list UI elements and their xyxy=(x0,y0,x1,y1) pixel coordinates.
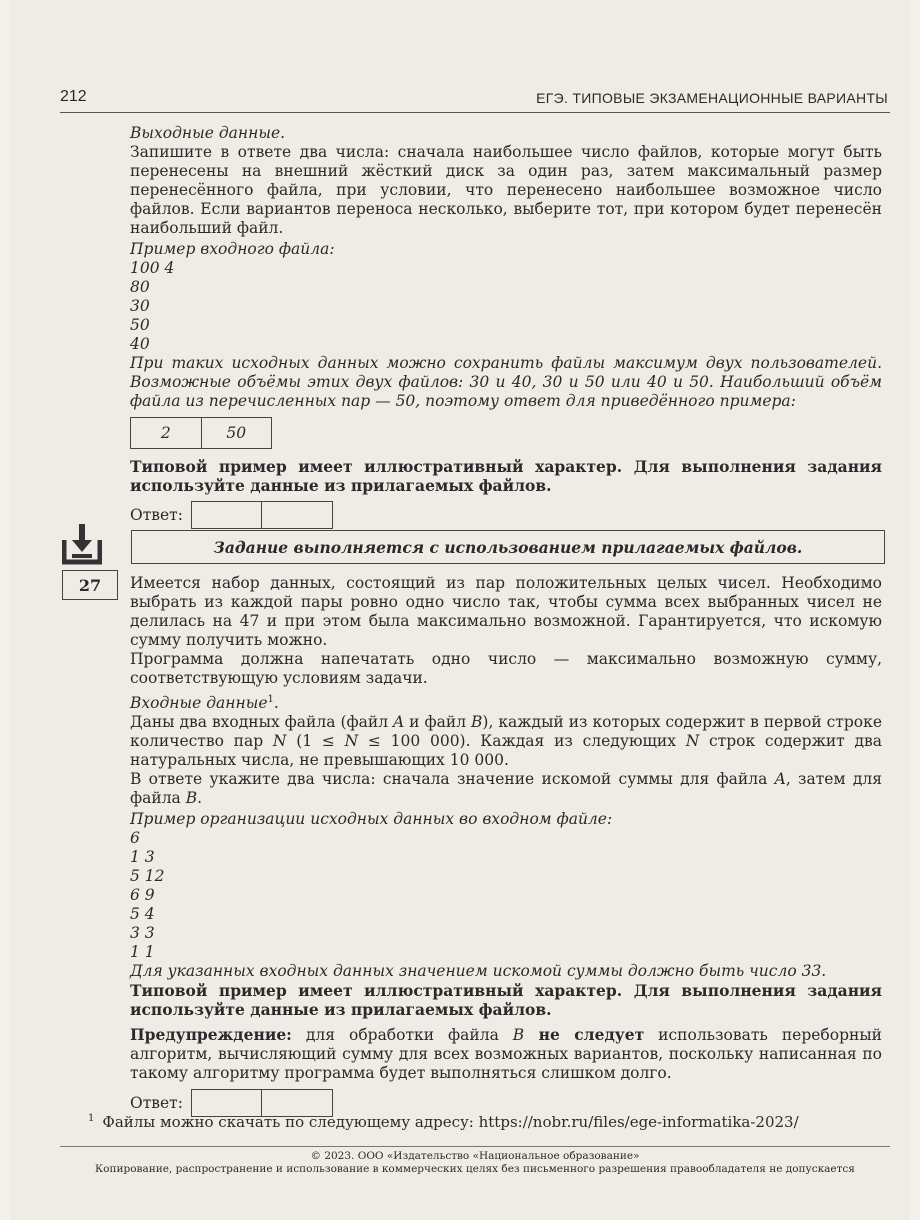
footnote-mark: 1 xyxy=(88,1113,95,1124)
example-line: 40 xyxy=(130,335,150,353)
answer-label: Ответ: xyxy=(130,1093,183,1112)
example-explanation: При таких исходных данных можно сохранить файлы максимум двух пользователей. Возможные объёмы этих двух файлов: 30 и 40, 30 и 50 или 40 и 50. Наибольший объём файла из перечисленных пар — 50, поэтому ответ для приведённого примера: xyxy=(130,354,882,410)
task-number: 27 xyxy=(62,570,118,600)
footnote xyxy=(88,1113,799,1131)
example-line: 100 4 xyxy=(130,259,175,277)
example-result: Для указанных входных данных значением искомой суммы должно быть число 33. xyxy=(130,962,827,981)
example-answer-cell: 50 xyxy=(201,418,272,448)
answer-instructions: В ответе укажите два числа: сначала значение искомой суммы для файла A, затем для файла B. xyxy=(130,770,882,808)
example-line: 50 xyxy=(130,316,150,334)
example-answer-table xyxy=(130,417,272,449)
input-heading-line: Входные данные$^1$. xyxy=(130,694,279,713)
running-title: ЕГЭ. ТИПОВЫЕ ЭКЗАМЕНАЦИОННЫЕ ВАРИАНТЫ xyxy=(536,90,888,106)
warning: Предупреждение: для обработки файла B не следует использовать переборный алгоритм, вычисляющий сумму для всех возможных вариантов, поскольку написанная по такому алгоритму программа будет выполняться слишком долго. xyxy=(130,1025,883,1083)
illustrative-note: Типовой пример имеет иллюстративный характер. Для выполнения задания используйте данные из прилагаемых файлов. xyxy=(130,457,882,495)
example-line: 1 1 xyxy=(130,943,155,962)
illustrative-note: Типовой пример имеет иллюстративный характер. Для выполнения задания используйте данные из прилагаемых файлов. xyxy=(130,981,882,1020)
copyright-line: Копирование, распространение и использование в коммерческих целях без письменного разрешения правообладателя не допускается xyxy=(95,1163,855,1175)
example-input xyxy=(130,829,882,962)
example-input xyxy=(130,259,882,354)
example-line: 80 xyxy=(130,278,150,296)
attached-files-banner: Задание выполняется с использованием прилагаемых файлов. xyxy=(131,530,885,564)
footer-rule xyxy=(60,1146,890,1147)
input-text: Даны два входных файла (файл A и файл B), каждый из которых содержит в первой строке количество пар N (1 ≤ N ≤ 100 000). Каждая из следующих N строк содержит два натуральных числа, не превышающих 10 000. xyxy=(130,713,882,770)
example-line: 5 12 xyxy=(130,867,165,886)
example-heading: Пример входного файла: xyxy=(130,240,335,258)
download-file-icon xyxy=(62,522,102,566)
header-rule xyxy=(60,112,890,113)
example-line: 30 xyxy=(130,297,150,315)
example-answer-cell: 2 xyxy=(160,423,171,442)
footnote-ref: 1 xyxy=(267,694,274,705)
example-line: 3 3 xyxy=(130,924,155,943)
page-number: 212 xyxy=(60,88,87,105)
copyright xyxy=(60,1150,890,1176)
task26-block xyxy=(130,124,882,529)
output-heading: Выходные данные. xyxy=(130,124,286,142)
task-intro: Имеется набор данных, состоящий из пар положительных целых чисел. Необходимо выбрать из каждой пары ровно одно число так, чтобы сумма всех выбранных чисел не делилась на 47 и при этом была максимально возможной. Гарантируется, что искомую сумму получить можно. xyxy=(130,574,882,649)
input-heading: Входные данные xyxy=(130,694,268,713)
answer-row xyxy=(130,501,882,529)
output-text: Запишите в ответе два числа: сначала наибольшее число файлов, которые могут быть перенесены на внешний жёсткий диск за один раз, затем максимальный размер перенесённого файла, при условии, что перенесено наибольшее возможное число файлов. Если вариантов переноса несколько, выберите тот, при котором будет перенесён наибольший файл. xyxy=(130,143,882,237)
task27-block xyxy=(130,574,882,1117)
example-line: 6 9 xyxy=(130,886,155,905)
answer-field[interactable] xyxy=(191,501,333,529)
example-line: 6 xyxy=(130,829,140,848)
task-program: Программа должна напечатать одно число — максимально возможную сумму, соответствующую условиям задачи. xyxy=(130,650,882,687)
footnote-text: Файлы можно скачать по следующему адресу: https://nobr.ru/files/ege-informatika-2023/ xyxy=(102,1113,799,1131)
example-line: 1 3 xyxy=(130,848,155,867)
example-heading: Пример организации исходных данных во входном файле: xyxy=(130,810,613,829)
copyright-line: © 2023. ООО «Издательство «Национальное образование» xyxy=(310,1150,640,1162)
example-line: 5 4 xyxy=(130,905,155,924)
answer-label: Ответ: xyxy=(130,505,183,524)
